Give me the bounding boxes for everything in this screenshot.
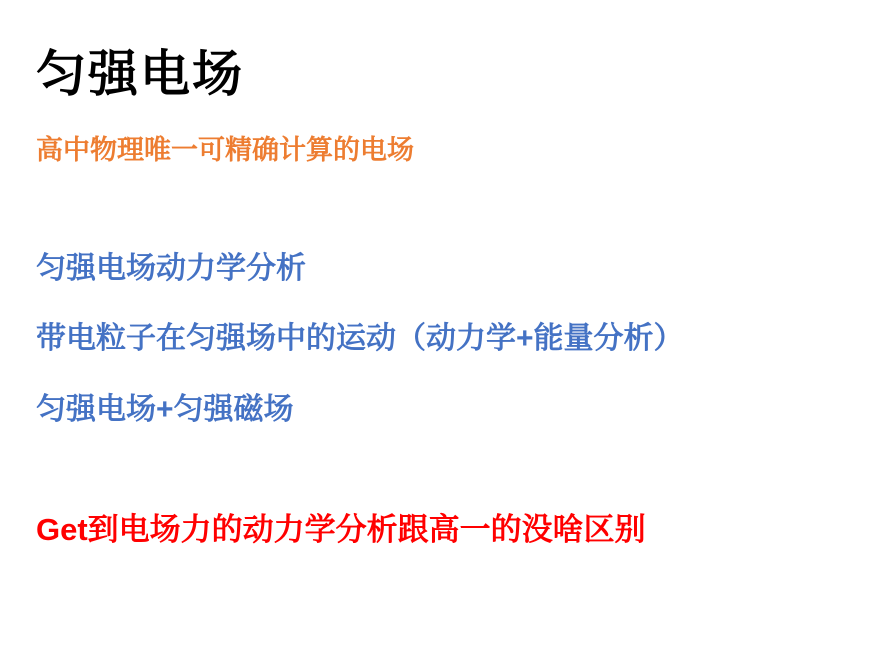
topic-line-charged-particle-motion: 带电粒子在匀强场中的运动（动力学+能量分析） [36,322,684,355]
topic-line-dynamics-analysis: 匀强电场动力学分析 [36,252,306,285]
topic-line-electric-plus-magnetic-field: 匀强电场+匀强磁场 [36,393,294,426]
slide-title: 匀强电场 [36,46,244,102]
slide-subtitle: 高中物理唯一可精确计算的电场 [36,135,414,165]
slide-note: Get到电场力的动力学分析跟高一的没啥区别 [36,512,646,547]
